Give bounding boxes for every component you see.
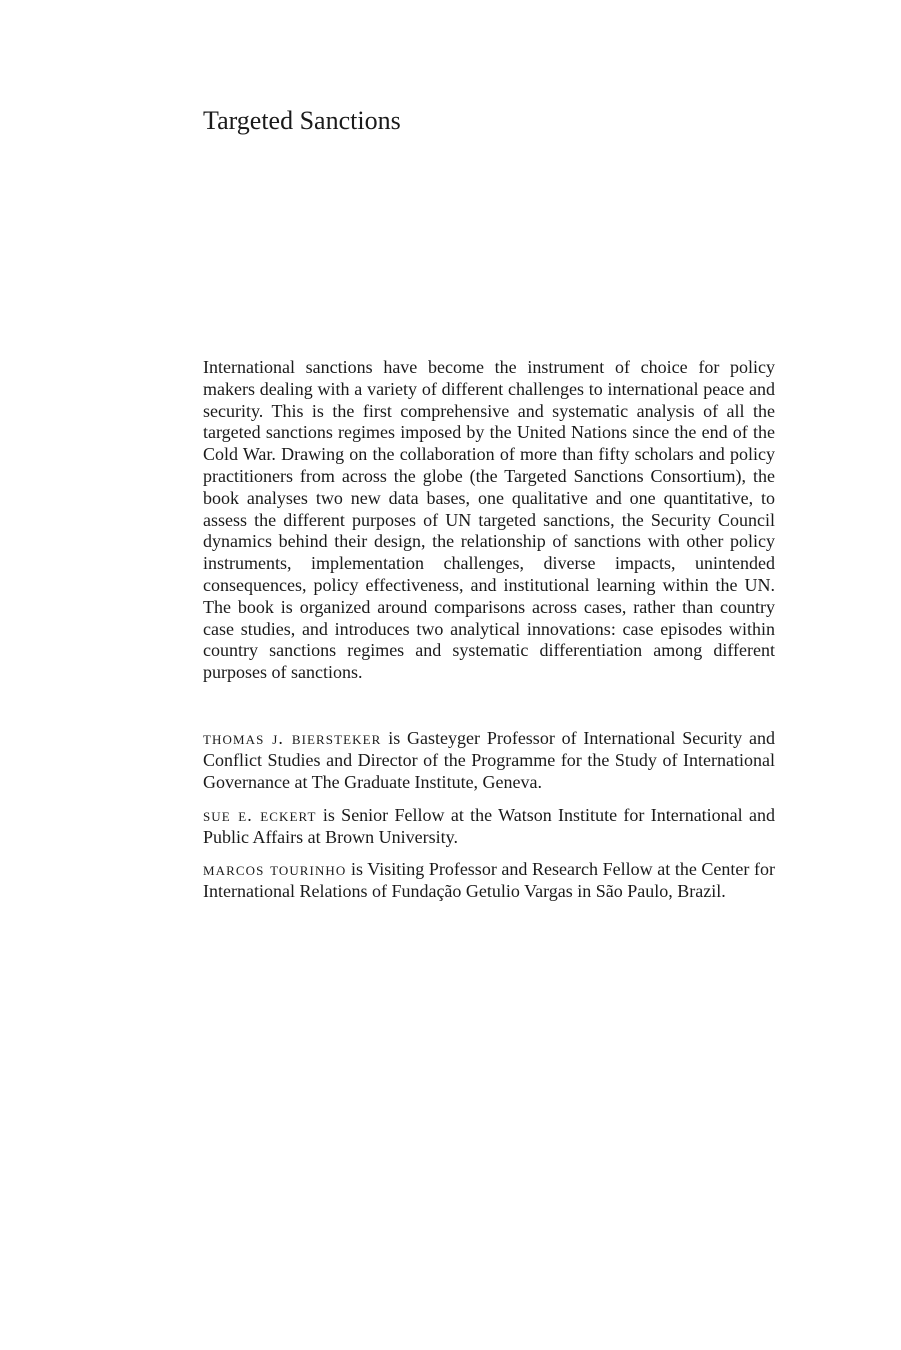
author-bio-text: is Senior Fellow at the Watson Institute for International and Public Affairs at Brown University. [203, 805, 776, 847]
author-bio [203, 859, 775, 903]
author-name: thomas j. biersteker [203, 728, 382, 748]
author-name: sue e. eckert [203, 805, 317, 825]
author-bio [203, 805, 775, 849]
book-title: Targeted Sanctions [203, 106, 401, 135]
author-bio-text: is Gasteyger Professor of International Security and Conflict Studies and Director of the Programme for the Study of International Governance at The Graduate Institute, Geneva. [203, 728, 775, 792]
author-name: marcos tourinho [203, 859, 347, 879]
book-description: International sanctions have become the instrument of choice for policy makers dealing with a variety of different challenges to international peace and security. This is the first comprehensive and systematic analysis of all the targeted sanctions regimes imposed by the United Nations since the end of the Cold War. Drawing on the collaboration of more than fifty scholars and policy practitioners from across the globe (the Targeted Sanctions Consortium), the book analyses two new data bases, one qualitative and one quantitative, to assess the different purposes of UN targeted sanctions, the Security Council dynamics behind their design, the relationship of sanctions with other policy instruments, implementation challenges, diverse impacts, unintended consequences, policy effectiveness, and institutional learning within the UN. The book is organized around comparisons across cases, rather than country case studies, and introduces two analytical innovations: case episodes within country sanctions regimes and systematic differentiation among different purposes of sanctions. [203, 357, 775, 683]
author-bio [203, 728, 775, 793]
author-bio-text: is Visiting Professor and Research Fellow at the Center for International Relations of Fundação Getulio Vargas in São Paulo, Brazil. [203, 859, 775, 901]
